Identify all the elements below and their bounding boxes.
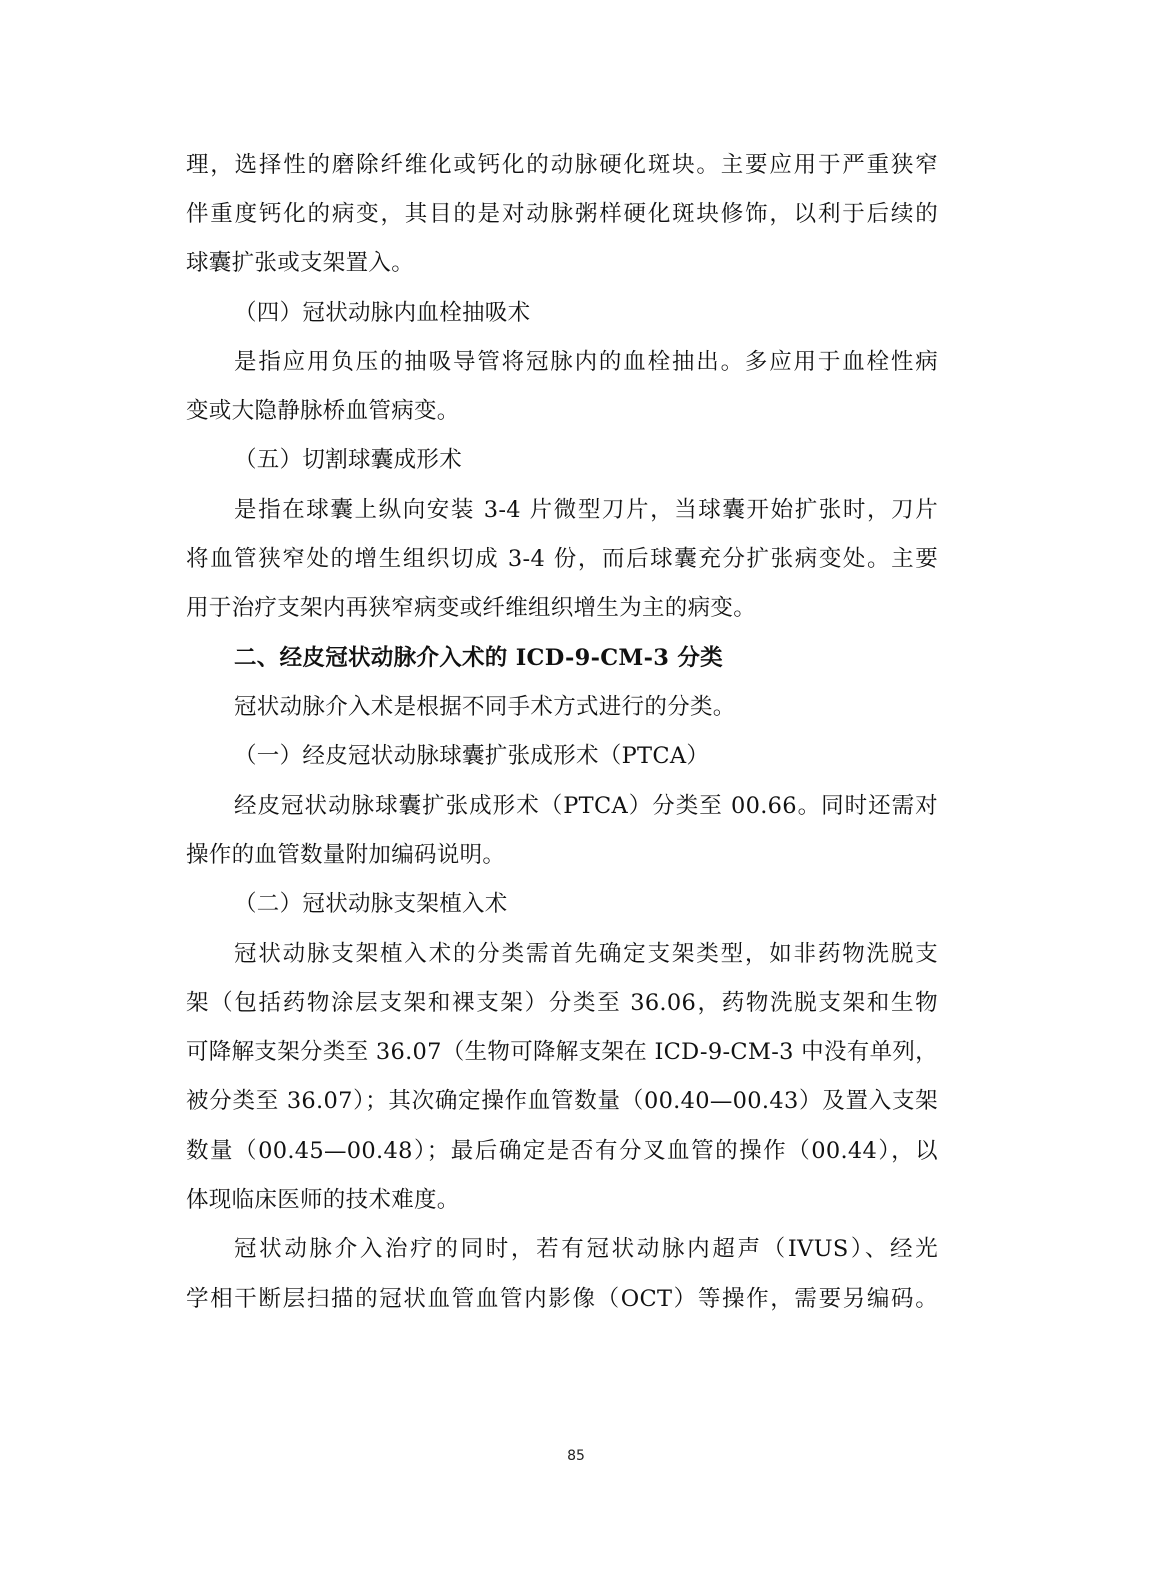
section-heading: （五）切割球囊成形术 (234, 447, 463, 473)
paragraph-line: 被分类至 36.07）；其次确定操作血管数量（00.40—00.43）及置入支架 (186, 1088, 938, 1114)
paragraph-line: 经皮冠状动脉球囊扩张成形术（PTCA）分类至 00.66。同时还需对 (234, 793, 938, 819)
chapter-heading: 二、经皮冠状动脉介入术的 ICD-9-CM-3 分类 (234, 645, 723, 671)
paragraph-line: 用于治疗支架内再狭窄病变或纤维组织增生为主的病变。 (186, 595, 757, 621)
paragraph-line: 是指应用负压的抽吸导管将冠脉内的血栓抽出。多应用于血栓性病 (234, 349, 938, 375)
paragraph-line: 冠状动脉介入治疗的同时，若有冠状动脉内超声（IVUS）、经光 (234, 1236, 938, 1262)
paragraph-line: 架（包括药物涂层支架和裸支架）分类至 36.06，药物洗脱支架和生物 (186, 990, 938, 1016)
paragraph-line: 可降解支架分类至 36.07（生物可降解支架在 ICD-9-CM-3 中没有单列， (186, 1039, 938, 1065)
section-heading: （二）冠状动脉支架植入术 (234, 891, 508, 917)
section-heading: （一）经皮冠状动脉球囊扩张成形术（PTCA） (234, 743, 710, 769)
paragraph-line: 冠状动脉支架植入术的分类需首先确定支架类型，如非药物洗脱支 (234, 941, 938, 967)
paragraph-line: 伴重度钙化的病变，其目的是对动脉粥样硬化斑块修饰，以利于后续的 (186, 201, 938, 227)
paragraph-line: 冠状动脉介入术是根据不同手术方式进行的分类。 (234, 694, 736, 720)
paragraph-line: 体现临床医师的技术难度。 (186, 1187, 460, 1213)
paragraph-line: 数量（00.45—00.48）；最后确定是否有分叉血管的操作（00.44），以 (186, 1138, 938, 1164)
page-number: 85 (567, 1448, 585, 1464)
paragraph-line: 理，选择性的磨除纤维化或钙化的动脉硬化斑块。主要应用于严重狭窄 (186, 152, 938, 178)
paragraph-line: 球囊扩张或支架置入。 (186, 250, 415, 276)
paragraph-line: 是指在球囊上纵向安装 3-4 片微型刀片，当球囊开始扩张时，刀片 (234, 497, 938, 523)
paragraph-line: 变或大隐静脉桥血管病变。 (186, 398, 460, 424)
paragraph-line: 学相干断层扫描的冠状血管血管内影像（OCT）等操作，需要另编码。 (186, 1286, 938, 1312)
section-heading: （四）冠状动脉内血栓抽吸术 (234, 300, 531, 326)
paragraph-line: 将血管狭窄处的增生组织切成 3-4 份，而后球囊充分扩张病变处。主要 (186, 546, 938, 572)
paragraph-line: 操作的血管数量附加编码说明。 (186, 842, 506, 868)
